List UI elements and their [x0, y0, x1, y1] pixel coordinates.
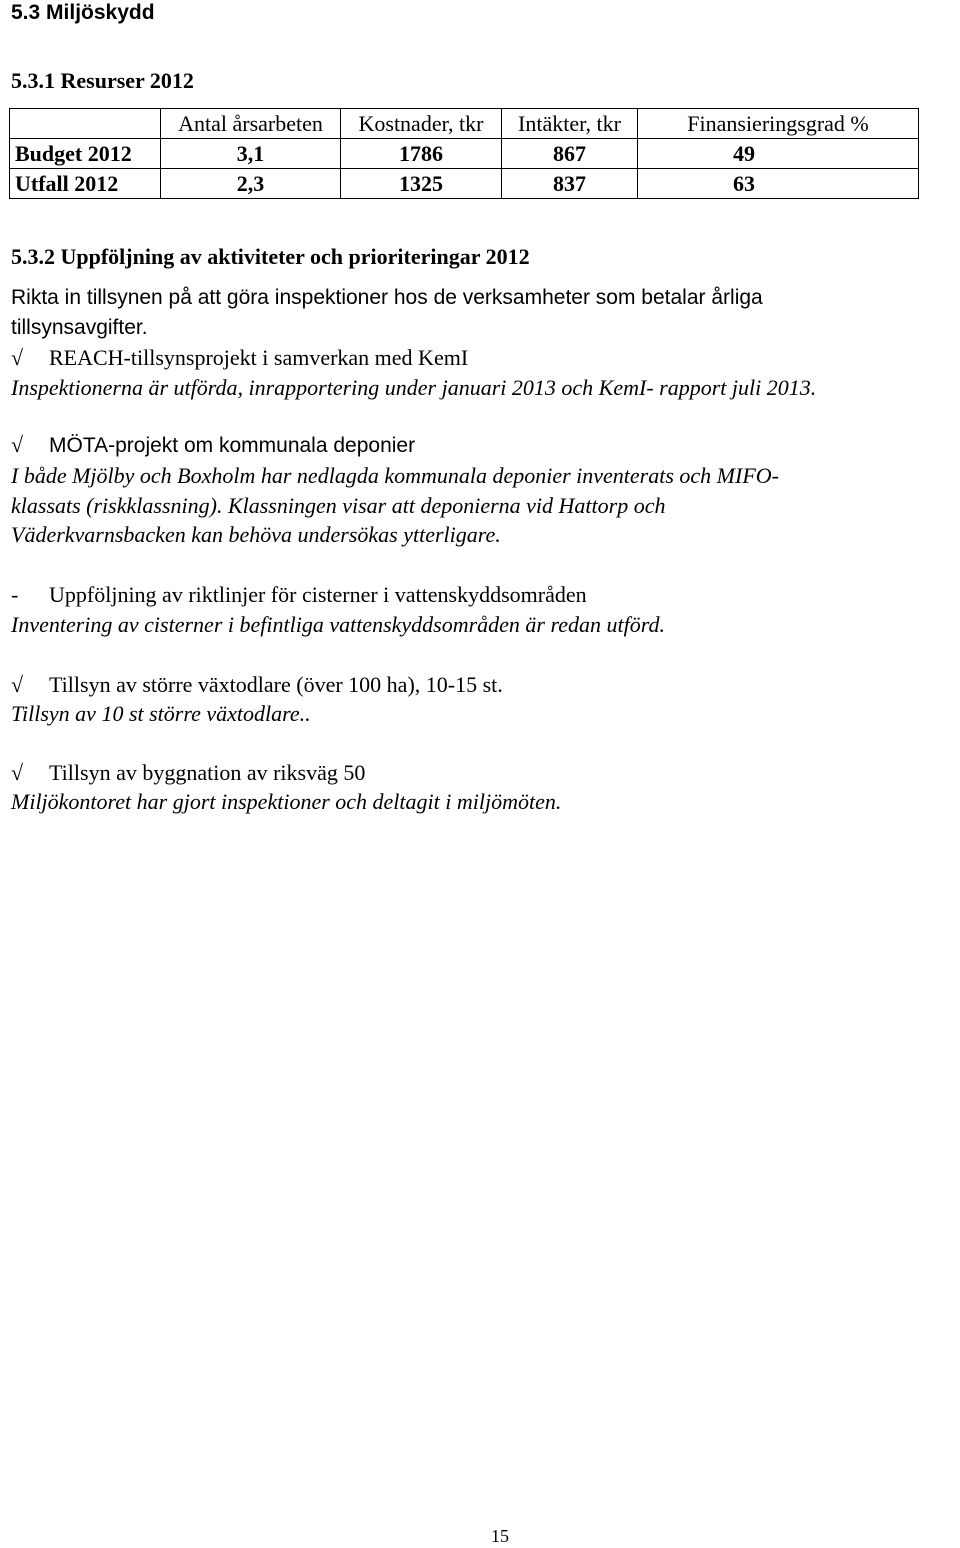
table-cell: 63 — [638, 169, 919, 199]
table-header-cell: Kostnader, tkr — [341, 109, 502, 139]
item-note: Tillsyn av 10 st större växtodlare.. — [11, 701, 311, 726]
table-header-cell: Intäkter, tkr — [502, 109, 638, 139]
checkmark-icon: √ — [11, 760, 24, 785]
section-heading: 5.3 Miljöskydd — [11, 1, 155, 24]
resources-heading: 5.3.1 Resurser 2012 — [11, 68, 194, 93]
table-cell: Utfall 2012 — [10, 169, 161, 199]
list-item — [11, 345, 468, 371]
item-title: Tillsyn av större växtodlare (över 100 ha), 10-15 st. — [49, 672, 503, 697]
table-header-row — [10, 109, 919, 139]
item-note: klassats (riskklassning). Klassningen visar att deponierna vid Hattorp och — [11, 493, 666, 518]
intro-line: tillsynsavgifter. — [11, 316, 148, 339]
item-note: Inventering av cisterner i befintliga vattenskyddsområden är redan utförd. — [11, 612, 665, 637]
table-header-cell: Antal årsarbeten — [161, 109, 341, 139]
item-note: Miljökontoret har gjort inspektioner och deltagit i miljömöten. — [11, 789, 562, 814]
item-title: MÖTA-projekt om kommunala deponier — [49, 434, 416, 457]
list-item — [11, 432, 415, 459]
checkmark-icon: √ — [11, 345, 24, 370]
item-note: I både Mjölby och Boxholm har nedlagda kommunala deponier inventerats och MIFO- — [11, 463, 779, 488]
list-item — [11, 672, 503, 698]
item-note: Inspektionerna är utförda, inrapportering under januari 2013 och KemI- rapport juli 2013. — [11, 375, 817, 400]
table-cell: 2,3 — [161, 169, 341, 199]
list-item — [11, 760, 365, 786]
table-cell: 1786 — [341, 139, 502, 169]
list-item — [11, 582, 587, 608]
table-cell: 867 — [502, 139, 638, 169]
item-note: Väderkvarnsbacken kan behöva undersökas ytterligare. — [11, 522, 501, 547]
table-cell: 837 — [502, 169, 638, 199]
page-number: 15 — [491, 1526, 509, 1546]
item-title: Uppföljning av riktlinjer för cisterner i vattenskyddsområden — [49, 582, 587, 607]
intro-line: Rikta in tillsynen på att göra inspektioner hos de verksamheter som betalar årliga — [11, 286, 763, 309]
table-cell: 3,1 — [161, 139, 341, 169]
dash-marker: - — [11, 582, 19, 607]
resources-table — [9, 108, 919, 199]
table-header-cell — [10, 109, 161, 139]
table-cell: Budget 2012 — [10, 139, 161, 169]
checkmark-icon: √ — [11, 672, 24, 697]
table-cell: 1325 — [341, 169, 502, 199]
table-row — [10, 169, 919, 199]
item-title: REACH-tillsynsprojekt i samverkan med KemI — [49, 345, 469, 370]
table-row — [10, 139, 919, 169]
table-cell: 49 — [638, 139, 919, 169]
followup-heading: 5.3.2 Uppföljning av aktiviteter och prioriteringar 2012 — [11, 244, 530, 269]
table-header-cell: Finansieringsgrad % — [638, 109, 919, 139]
checkmark-icon: √ — [11, 432, 24, 457]
item-title: Tillsyn av byggnation av riksväg 50 — [49, 760, 366, 785]
